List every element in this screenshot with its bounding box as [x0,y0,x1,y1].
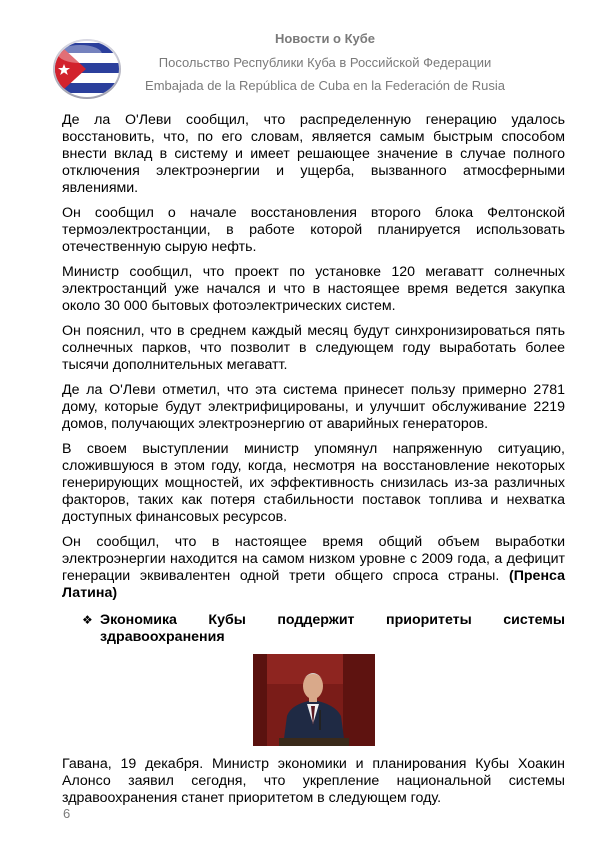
paragraph: Он пояснил, что в среднем каждый месяц будут синхронизироваться пять солнечных парков, что позволит в следующем году выработать более тысячи дополнительных мегаватт. [62,323,565,373]
source-credit: (Пренса Латина) [62,568,565,601]
paragraph: Де ла О'Леви сообщил, что распределенную генерацию удалось восстановить, что, по его словам, является самым быстрым способом внести вклад в систему и имеет решающее значение в случае полного отключения электроэнергии и ущерба, вызванного атмосферными явлениями. [62,112,565,196]
paragraph: Он сообщил о начале восстановления второго блока Фелтонской термоэлектростанции, в работе которой планируется использовать отечественную сырую нефть. [62,205,565,255]
diamond-bullet-icon: ❖ [82,613,93,627]
paragraph-last [62,534,565,602]
header-embassy-ru: Посольство Республики Куба в Российской Федерации [158,55,492,70]
article-body [62,112,565,815]
page-number: 6 [63,806,71,821]
section-heading-text: Экономика Кубы поддержит приоритеты системы здравоохранения [100,612,565,645]
lead-paragraph: Гавана, 19 декабря. Министр экономики и планирования Кубы Хоакин Алонсо заявил сегодня, что укрепление национальной системы здравоохранения станет приоритетом в следующем году. [62,756,565,806]
header-embassy-es: Embajada de la República de Cuba en la Federación de Rusia [145,78,505,93]
cuba-flag-logo-icon [52,38,122,100]
minister-speaking-photo [253,654,375,746]
paragraph: В своем выступлении министр упомянул напряженную ситуацию, сложившуюся в этом году, когда, несмотря на восстановление некоторых генерирующих мощностей, их эффективность снизилась из-за различных факторов, таких как потеря стабильности поставок топлива и нехватка доступных финансовых ресурсов. [62,441,565,525]
paragraph: Министр сообщил, что проект по установке 120 мегаватт солнечных электростанций уже начался и что в настоящее время ведется закупка около 30 000 бытовых фотоэлектрических систем. [62,264,565,314]
header-title: Новости о Кубе [274,31,376,46]
page-header [0,0,610,108]
paragraph: Де ла О'Леви отметил, что эта система принесет пользу примерно 2781 дому, которые будут электрифицированы, и улучшит обслуживание 2219 домов, получающих электроэнергию от аварийных генераторов. [62,382,565,432]
section-heading [62,612,565,646]
paragraph-text: Он сообщил, что в настоящее время общий объем выработки электроэнергии находится на самом низком уровне с 2009 года, а дефицит генерации эквивалентен одной трети общего спроса страны. [62,534,565,584]
